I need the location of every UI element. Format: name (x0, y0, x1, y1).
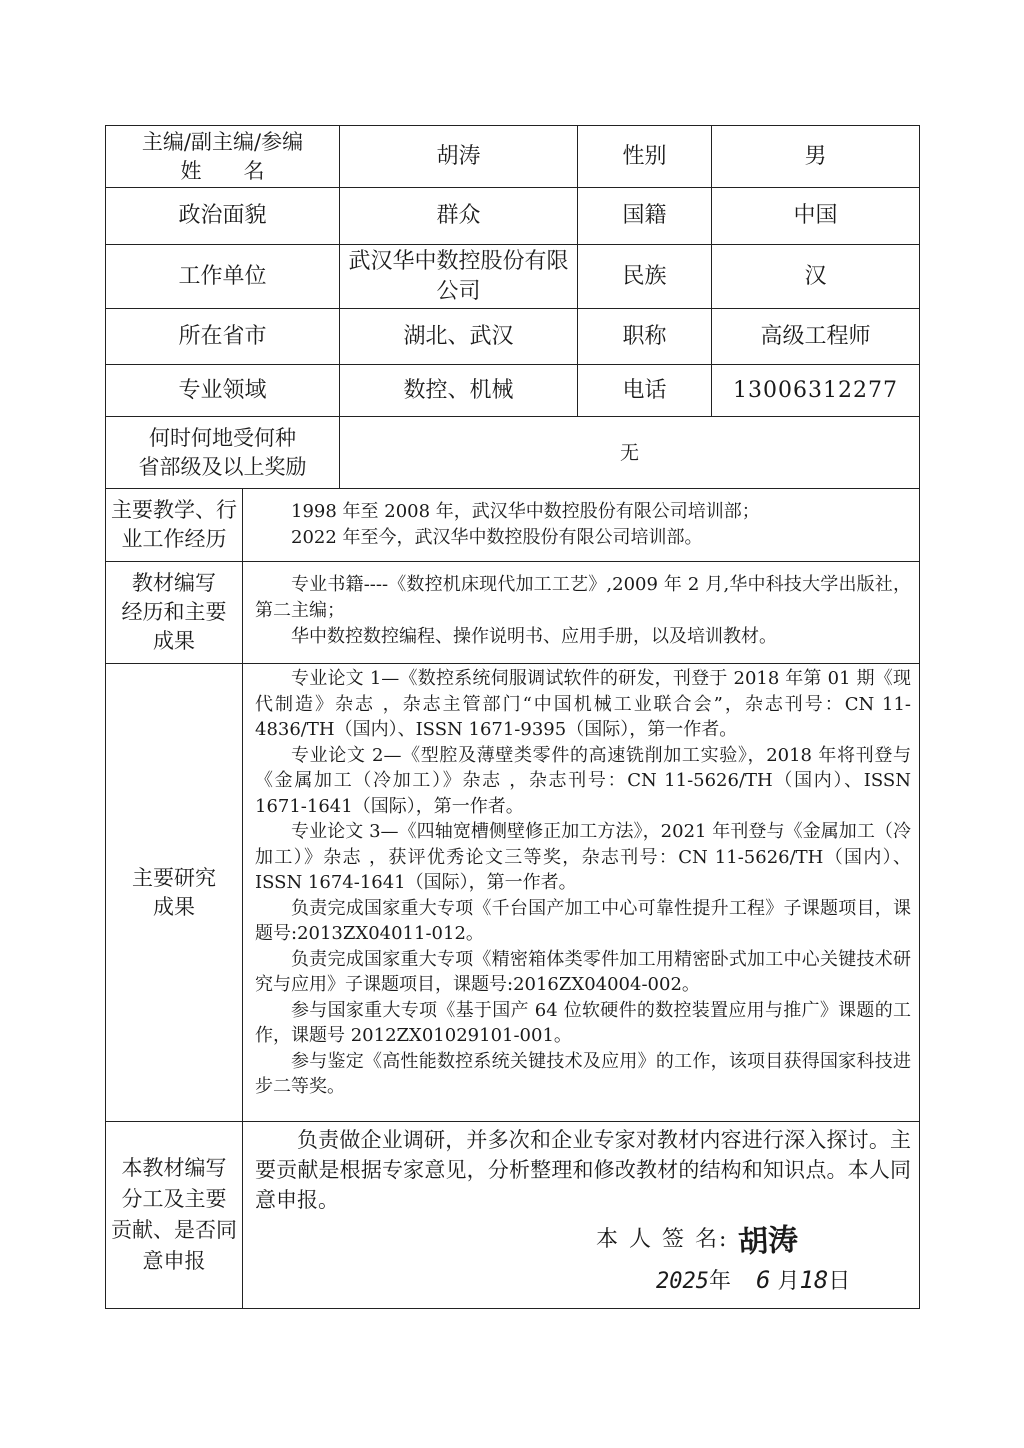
title-label: 职称 (578, 309, 712, 364)
role-label: 主编/副主编/参编 (141, 129, 304, 154)
experience-line: 2022 年至今，武汉华中数控股份有限公司培训部。 (291, 527, 703, 548)
row-employer (106, 245, 919, 309)
contribution-label-line3: 贡献、是否同 (111, 1218, 237, 1242)
research-content (243, 664, 919, 1121)
signature-date (656, 1264, 850, 1295)
experience-label-cell (106, 489, 243, 561)
nationality-value: 中国 (793, 203, 838, 228)
awards-label-cell (106, 417, 340, 488)
ethnicity-value: 汉 (804, 263, 827, 289)
field-value: 数控、机械 (340, 365, 578, 416)
research-paragraph: 负责完成国家重大专项《精密箱体类零件加工用精密卧式加工中心关键技术研究与应用》子课题项目，课题号:2016ZX04004-002。 (255, 948, 911, 995)
date-year-unit: 年 (708, 1269, 731, 1294)
name-label: 姓 名 (180, 158, 265, 183)
contribution-label-line1: 本教材编写 (121, 1156, 227, 1180)
row-name (106, 126, 919, 188)
experience-line: 1998 年至 2008 年，武汉华中数控股份有限公司培训部； (291, 501, 760, 522)
employer-value: 武汉华中数控股份有限公司 (340, 245, 578, 308)
research-label-line1: 主要研究 (132, 865, 216, 890)
textbook-paragraph: 专业书籍----《数控机床现代加工工艺》,2009 年 2 月,华中科技大学出版社，第二主编； (255, 574, 911, 621)
row-politics (106, 188, 919, 245)
contribution-label-line4: 意申报 (142, 1249, 206, 1273)
handwritten-signature: 胡涛 (737, 1222, 800, 1261)
name-label-cell (106, 126, 340, 187)
experience-content (243, 489, 919, 561)
politics-value: 群众 (340, 188, 578, 244)
row-textbook (106, 562, 919, 664)
textbook-label-line3: 成果 (153, 629, 195, 653)
textbook-content (243, 562, 919, 663)
research-paragraph: 参与国家重大专项《基于国产 64 位软硬件的数控装置应用与推广》课题的工作，课题号 2012ZX01029101-001。 (255, 999, 911, 1046)
textbook-label-line1: 教材编写 (132, 571, 216, 595)
research-label-line2: 成果 (153, 894, 195, 919)
row-research (106, 664, 919, 1122)
contribution-label-line2: 分工及主要 (121, 1187, 227, 1211)
name-value: 胡涛 (340, 126, 578, 187)
location-label: 所在省市 (106, 309, 340, 364)
field-label: 专业领域 (106, 365, 340, 416)
awards-label-line1: 何时何地受何种 (149, 425, 296, 450)
experience-label-line2: 业工作经历 (121, 527, 227, 551)
row-experience (106, 489, 919, 562)
awards-label-line2: 省部级及以上奖励 (138, 454, 307, 479)
date-day: 18 (799, 1266, 829, 1294)
research-paragraph: 专业论文 2—《型腔及薄壁类零件的高速铣削加工实验》，2018 年将刊登与《金属加工（冷加工）》杂志 ，杂志刊号：CN 11-5626/TH（国内）、ISSN 1671-1641（国际），第一作者。 (255, 744, 911, 817)
signature-label: 本 人 签 名: (596, 1227, 729, 1252)
date-day-unit: 日 (828, 1269, 851, 1294)
contribution-text: 负责做企业调研，并多次和企业专家对教材内容进行深入探讨。主要贡献是根据专家意见，分析整理和修改教材的结构和知识点。本人同意申报。 (255, 1128, 911, 1212)
research-paragraph: 专业论文 3—《四轴宽槽侧壁修正加工方法》，2021 年刊登与《金属加工（冷加工）》杂志 ，获评优秀论文三等奖，杂志刊号：CN 11-5626/TH（国内）、ISSN 1674-1641（国际），第一作者。 (255, 821, 911, 893)
location-value: 湖北、武汉 (340, 309, 578, 364)
phone-label: 电话 (578, 365, 712, 416)
row-location (106, 309, 919, 365)
contribution-label-cell (106, 1122, 243, 1308)
textbook-label-cell (106, 562, 243, 663)
row-awards (106, 417, 919, 489)
textbook-label-line2: 经历和主要 (121, 600, 227, 624)
gender-value: 男 (804, 143, 827, 169)
research-paragraph: 专业论文 1—《数控系统伺服调试软件的研发，刊登于 2018 年第 01 期《现代制造》杂志 ，杂志主管部门“中国机械工业联合会”，杂志刊号：CN 11-4836/TH（国内）、ISSN 1671-9395（国际），第一作者。 (255, 668, 911, 740)
experience-label-line1: 主要教学、行 (111, 498, 237, 522)
ethnicity-label: 民族 (578, 245, 712, 308)
phone-value: 13006312277 (733, 377, 898, 403)
date-month-unit: 月 (777, 1269, 800, 1294)
employer-label: 工作单位 (106, 245, 340, 308)
politics-label: 政治面貌 (106, 188, 340, 244)
gender-label: 性别 (578, 126, 712, 187)
row-field (106, 365, 919, 417)
research-label-cell (106, 664, 243, 1121)
nationality-label: 国籍 (578, 188, 712, 244)
row-contribution (106, 1122, 919, 1308)
research-paragraph: 负责完成国家重大专项《千台国产加工中心可靠性提升工程》子课题项目，课题号:2013ZX04011-012。 (255, 897, 911, 944)
textbook-paragraph: 华中数控数控编程、操作说明书、应用手册，以及培训教材。 (291, 626, 777, 647)
awards-value: 无 (619, 441, 639, 464)
research-paragraph: 参与鉴定《高性能数控系统关键技术及应用》的工作，该项目获得国家科技进步二等奖。 (255, 1050, 911, 1097)
application-form-table (105, 125, 920, 1309)
date-month: 6 (756, 1266, 771, 1294)
date-year: 2025 (656, 1269, 709, 1294)
title-value: 高级工程师 (760, 323, 871, 349)
